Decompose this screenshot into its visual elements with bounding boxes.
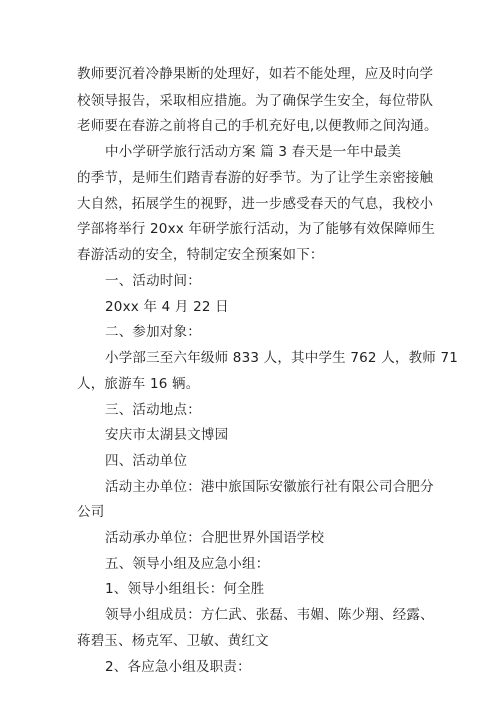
list-heading-line: 一、活动时间： xyxy=(105,273,201,289)
paragraph-line: 教师要沉着冷静果断的处理好，如若不能处理，应及时向学 xyxy=(77,66,434,82)
paragraph-line: 学部将举行 20xx 年研学旅行活动，为了能够有效保障师生 xyxy=(77,221,436,237)
paragraph-line: 20xx 年 4 月 22 日 xyxy=(105,299,229,315)
list-heading-line: 四、活动单位 xyxy=(105,453,188,469)
paragraph-line: 安庆市太湖县文博园 xyxy=(105,427,229,443)
paragraph-line: 公司 xyxy=(77,504,105,520)
paragraph-line: 1、领导小组组长：何全胜 xyxy=(105,581,265,597)
paragraph-line: 春游活动的安全，特制定安全预案如下： xyxy=(77,247,324,263)
paragraph-line: 老师要在春游之前将自己的手机充好电,以便教师之间沟通。 xyxy=(77,118,438,134)
paragraph-line: 领导小组成员：方仁武、张磊、韦媚、陈少翔、经露、 xyxy=(105,607,434,623)
paragraph-line: 大自然，拓展学生的视野，进一步感受春天的气息，我校小 xyxy=(77,196,434,212)
paragraph-line: 小学部三至六年级师 833 人，其中学生 762 人，教师 71 xyxy=(105,350,459,366)
list-heading-line: 2、各应急小组及职责： xyxy=(105,659,251,675)
list-heading-line: 二、参加对象： xyxy=(105,324,201,340)
paragraph-line: 人，旅游车 16 辆。 xyxy=(77,376,200,392)
paragraph-line: 的季节，是师生们踏青春游的好季节。为了让学生亲密接触 xyxy=(77,170,434,186)
paragraph-line: 活动承办单位：合肥世界外国语学校 xyxy=(105,530,325,546)
paragraph-line: 活动主办单位：港中旅国际安徽旅行社有限公司合肥分 xyxy=(105,479,434,495)
list-heading-line: 三、活动地点： xyxy=(105,402,201,418)
section-heading-line: 中小学研学旅行活动方案 篇 3 春天是一年中最美 xyxy=(105,144,402,160)
list-heading-line: 五、领导小组及应急小组： xyxy=(105,556,270,572)
paragraph-line: 蒋碧玉、杨克军、卫敏、黄红文 xyxy=(77,633,269,649)
paragraph-line: 校领导报告，采取相应措施。为了确保学生安全，每位带队 xyxy=(77,93,434,109)
